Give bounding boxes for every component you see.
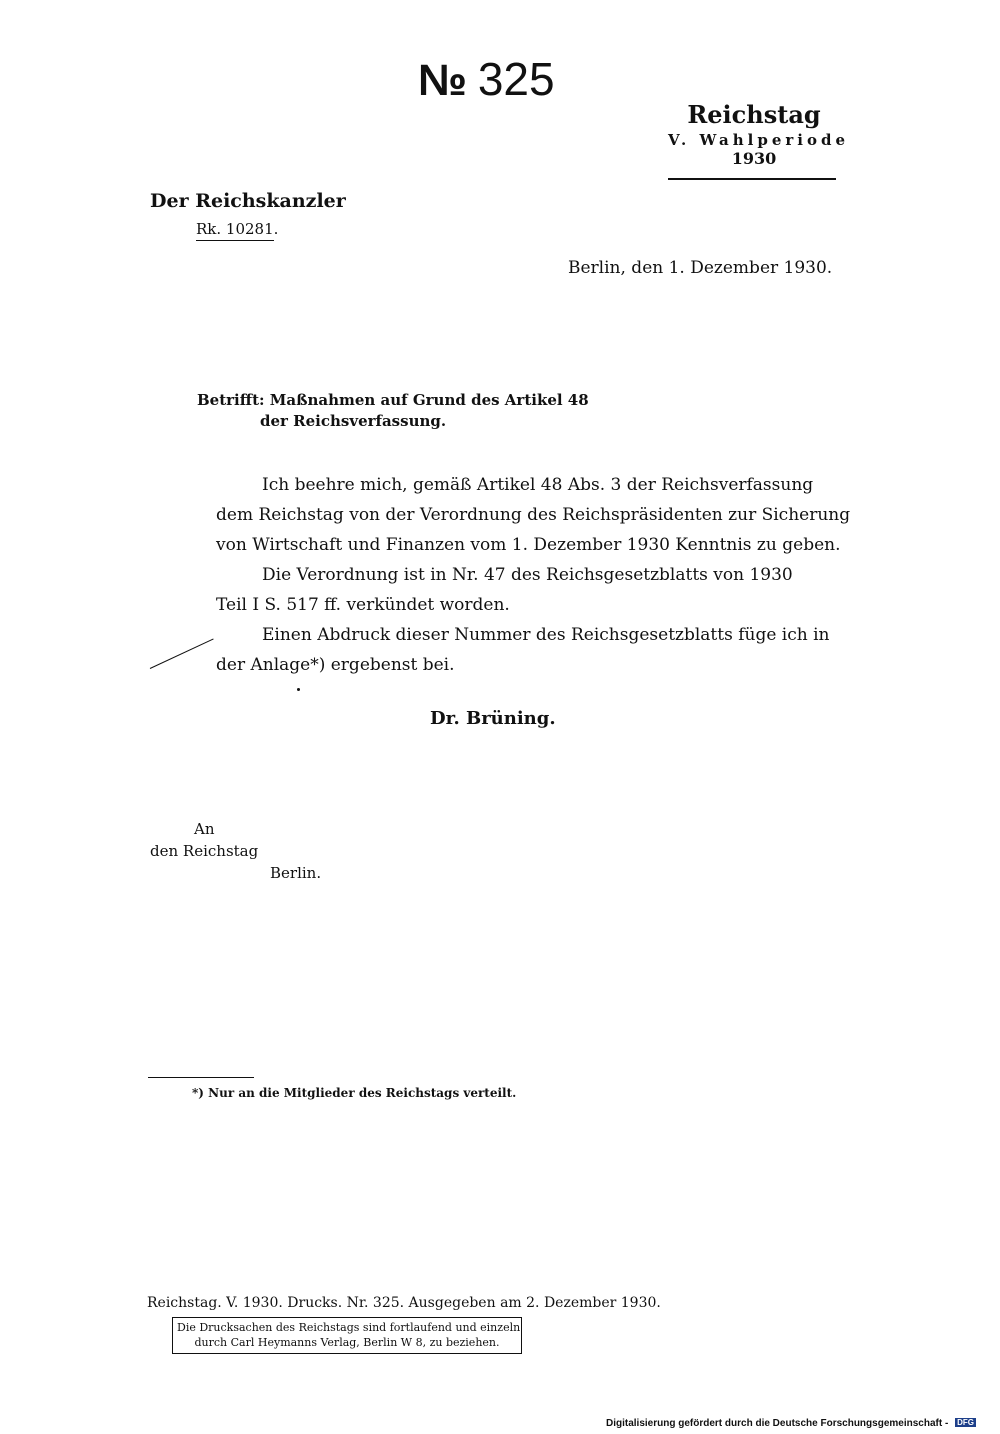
body-line: von Wirtschaft und Finanzen vom 1. Dezember 1930 Kenntnis zu geben. xyxy=(216,535,841,555)
body-line: dem Reichstag von der Verordnung des Reichspräsidenten zur Sicherung xyxy=(216,505,851,525)
dateline: Berlin, den 1. Dezember 1930. xyxy=(568,258,833,278)
period-year: 1930 xyxy=(731,149,777,168)
reference-underline xyxy=(196,240,274,241)
body-line: Ich beehre mich, gemäß Artikel 48 Abs. 3 der Reichsverfassung xyxy=(262,475,814,495)
body-line: Teil I S. 517 ff. verkündet worden. xyxy=(216,595,510,615)
document-number xyxy=(418,52,555,106)
reference-number: Rk. 10281. xyxy=(196,220,279,238)
reichstag-block xyxy=(668,100,849,180)
distribution-note-line-1: Die Drucksachen des Reichstags sind fortlaufend und einzeln xyxy=(177,1321,521,1334)
signature: Dr. Brüning. xyxy=(430,708,556,729)
publication-line: Reichstag. V. 1930. Drucks. Nr. 325. Ausgegeben am 2. Dezember 1930. xyxy=(147,1295,661,1311)
sender-title: Der Reichskanzler xyxy=(150,190,346,212)
body-line: Die Verordnung ist in Nr. 47 des Reichsgesetzblatts von 1930 xyxy=(262,565,793,585)
digitization-text: Digitalisierung gefördert durch die Deutsche Forschungsgemeinschaft - xyxy=(606,1418,949,1429)
distribution-note-box xyxy=(172,1317,522,1354)
subject xyxy=(197,390,589,432)
pen-stroke-mark xyxy=(150,638,214,668)
address-line-3: Berlin. xyxy=(270,864,322,882)
address-line-1: An xyxy=(194,820,215,838)
ink-dot xyxy=(297,688,300,691)
dfg-logo: DFG xyxy=(957,1418,974,1427)
number-symbol: № xyxy=(418,56,466,105)
body-line: Einen Abdruck dieser Nummer des Reichsgesetzblatts füge ich in xyxy=(262,625,830,645)
footnote-rule xyxy=(148,1077,254,1078)
reichstag-underline xyxy=(668,178,836,180)
subject-line-1: Betrifft: Maßnahmen auf Grund des Artikel 48 xyxy=(197,391,589,409)
number-value: 325 xyxy=(477,53,555,105)
address-line-2: den Reichstag xyxy=(150,842,259,860)
digitization-credit xyxy=(606,1418,976,1429)
footnote: *) Nur an die Mitglieder des Reichstags verteilt. xyxy=(192,1086,517,1100)
body-line: der Anlage*) ergebenst bei. xyxy=(216,655,455,675)
letter-body xyxy=(216,470,851,680)
distribution-note-line-2: durch Carl Heymanns Verlag, Berlin W 8, zu beziehen. xyxy=(194,1336,500,1349)
subject-line-2: der Reichsverfassung. xyxy=(260,412,447,430)
legislative-period: V. Wahlperiode xyxy=(668,131,849,149)
reichstag-title: Reichstag xyxy=(687,100,821,129)
